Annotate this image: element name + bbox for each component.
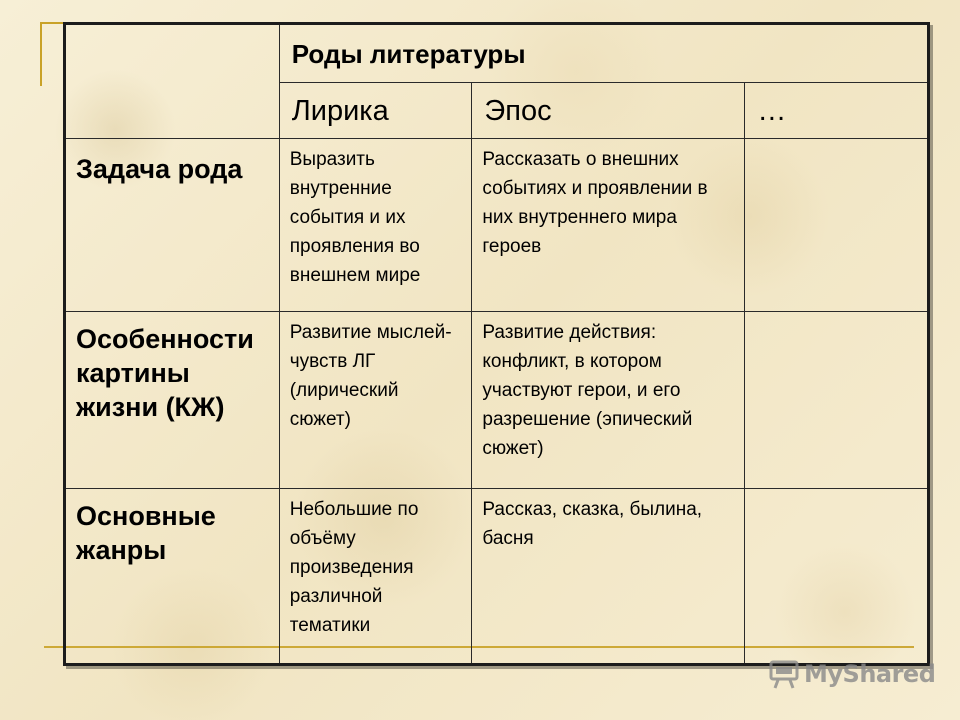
column-header-epic: Эпос: [472, 83, 745, 139]
literature-genres-table: [63, 22, 930, 666]
cell-genres-epic: Рассказ, сказка, былина, басня: [472, 489, 745, 665]
watermark: [768, 656, 935, 692]
table-row: [65, 312, 929, 489]
cell-genres-empty: [745, 489, 929, 665]
cell-genres-lyric: Небольшие по объёму произведения различной тематики: [279, 489, 472, 665]
cell-task-epic: Рассказать о внешних событиях и проявлении в них внутреннего мира героев: [472, 139, 745, 312]
cell-features-empty: [745, 312, 929, 489]
table-row: [65, 139, 929, 312]
row-label-task: Задача рода: [65, 139, 280, 312]
cell-features-lyric: Развитие мыслей-чувств ЛГ (лирический сюжет): [279, 312, 472, 489]
table-row: [65, 489, 929, 665]
table-corner-cell: [65, 24, 280, 139]
row-label-genres: Основные жанры: [65, 489, 280, 665]
cell-features-epic: Развитие действия: конфликт, в котором участвуют герои, и его разрешение (эпический сюжет): [472, 312, 745, 489]
column-header-ellipsis: …: [745, 83, 929, 139]
table-header-row: [65, 24, 929, 83]
cell-task-empty: [745, 139, 929, 312]
table-title: Роды литературы: [279, 24, 928, 83]
cell-task-lyric: Выразить внутренние события и их проявления во внешнем мире: [279, 139, 472, 312]
accent-line-vertical: [40, 22, 42, 86]
watermark-text: MyShared: [804, 660, 936, 688]
column-header-lyric: Лирика: [279, 83, 472, 139]
row-label-features: Особенности картины жизни (КЖ): [65, 312, 280, 489]
presentation-board-icon: [768, 658, 800, 690]
